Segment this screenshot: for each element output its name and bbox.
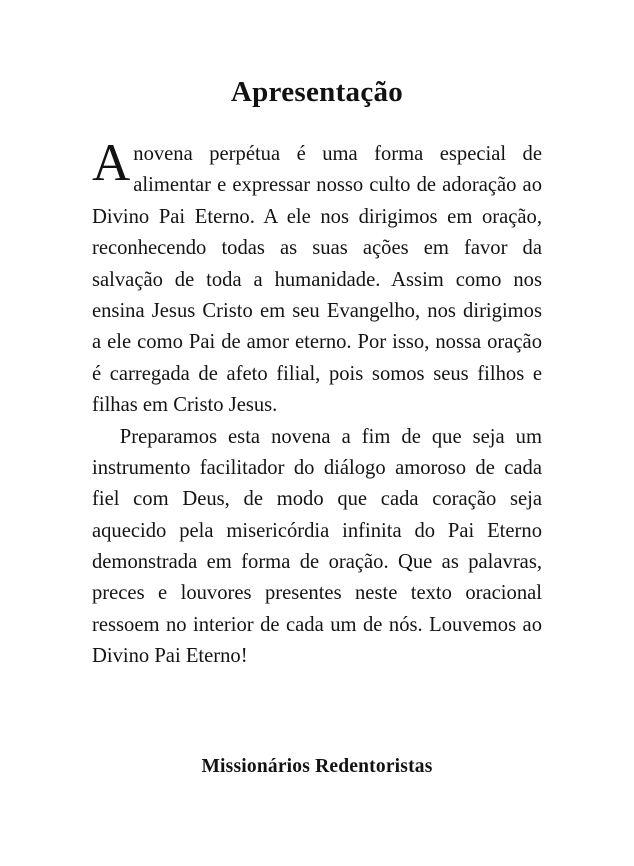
page-title: Apresentação [230,76,404,108]
body-text [92,134,542,673]
paragraph-2 [92,422,542,673]
drop-cap-letter: A [92,134,131,192]
signature-line: Missionários Redentoristas [201,756,433,777]
paragraph-1 [92,134,542,422]
paragraph-1-text: novena perpétua é uma forma especial de alimentar e expressar nosso culto de adoração ao Divino Pai Eterno. A ele nos dirigimos em oração, reconhecendo todas as suas ações em favor da salvação de toda a humanidade. Assim como nos ensina Jesus Cristo em seu Evangelho, nos dirigimos a ele como Pai de amor eterno. Por isso, nossa oração é carregada de afeto filial, pois somos seus filhos e filhas em Cristo Jesus. [92,143,542,417]
paragraph-2-text: Preparamos esta novena a fim de que seja um instrumento facilitador do diálogo amoroso de cada fiel com Deus, de modo que cada coração seja aquecido pela misericórdia infinita do Pai Eterno demonstrada em forma de oração. Que as palavras, preces e louvores presentes neste texto oracional ressoem no interior de cada um de nós. Louvemos ao Divino Pai Eterno! [92,425,542,668]
